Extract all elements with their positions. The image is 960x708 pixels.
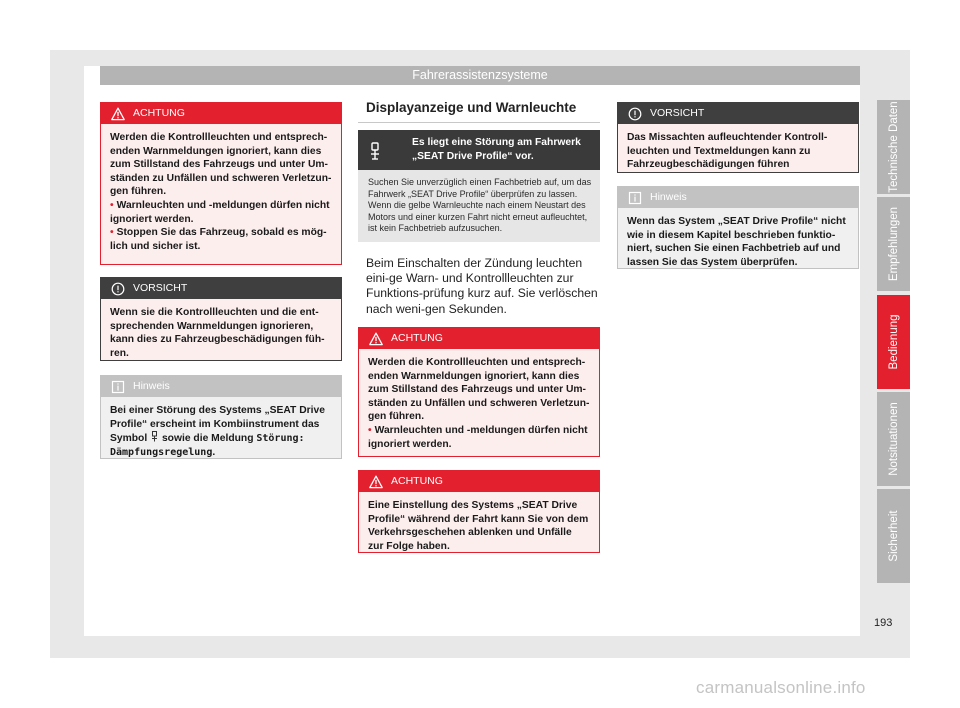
warning-body xyxy=(359,492,599,561)
caution-body xyxy=(618,124,858,180)
tab-sicherheit[interactable] xyxy=(877,489,910,583)
warning-box-col2-second xyxy=(358,470,600,553)
warning-body xyxy=(101,124,341,261)
warning-box-header xyxy=(101,103,341,124)
note-text-middle: sowie die Meldung xyxy=(161,433,254,445)
section-divider xyxy=(358,122,600,123)
note-code: Störung: Dämpfungsregelung xyxy=(110,433,305,458)
note-label: Hinweis xyxy=(650,190,687,203)
warning-box-col1 xyxy=(100,102,342,265)
tab-label: Bedienung xyxy=(887,314,900,370)
tab-notsituationen[interactable] xyxy=(877,392,910,486)
info-circle-icon xyxy=(628,107,642,121)
tab-label: Notsituationen xyxy=(887,402,900,476)
info-square-icon xyxy=(111,380,125,394)
tab-bedienung[interactable] xyxy=(877,295,910,389)
info-circle-icon xyxy=(111,282,125,296)
caution-box-header xyxy=(618,103,858,124)
header-title: Fahrerassistenzsysteme xyxy=(412,68,548,82)
caution-body xyxy=(101,299,341,368)
warning-body xyxy=(359,349,599,459)
warning-box-header xyxy=(359,328,599,349)
tab-label: Sicherheit xyxy=(887,510,900,562)
note-box-col3 xyxy=(617,186,859,269)
warning-triangle-icon xyxy=(369,332,383,346)
note-text-before: Bei einer Störung des Systems „SEAT Drive Profile“ erscheint im Kombiinstrument das Symbol xyxy=(110,405,325,445)
warning-text: Eine Einstellung des Systems „SEAT Drive Profile“ während der Fahrt kann Sie von dem Verkehrsgeschehen ablenken und Unfälle zur Folge haben. xyxy=(368,500,589,552)
caution-label: VORSICHT xyxy=(133,281,188,294)
warning-label: ACHTUNG xyxy=(391,474,443,487)
fault-heading: Es liegt eine Störung am Fahrwerk „SEAT Drive Profile“ vor. xyxy=(412,137,581,162)
fault-description: Suchen Sie unverzüglich einen Fachbetrieb auf, um das Fahrwerk „SEAT Drive Profile“ überprüfen zu lassen. Wenn die gelbe Warnleuchte nach einem Neustart des Motors und einer kurzen Fahrt nicht erneut aufleuchtet, ist kein Fachbetrieb aufzusuchen. xyxy=(358,170,600,242)
warning-box-col2-first xyxy=(358,327,600,457)
warning-bullet-text: Warnleuchten und -meldungen dürfen nicht ignoriert werden. xyxy=(110,199,330,225)
note-text-after: . xyxy=(212,446,216,458)
warning-triangle-icon xyxy=(111,107,125,121)
tab-label: Technische Daten xyxy=(887,101,900,193)
caution-label: VORSICHT xyxy=(650,106,705,119)
caution-text: Wenn sie die Kontrollleuchten und die ent-sprechenden Warnmeldungen ignorieren, kann dies zu Fahrzeugbeschädigungen füh-ren. xyxy=(110,307,325,359)
warning-bullet: • Warnleuchten und -meldungen dürfen nicht ignoriert werden. xyxy=(110,199,330,225)
warning-text: Werden die Kontrollleuchten und entsprech-enden Warnmeldungen ignoriert, kann dies zum Stillstand des Fahrzeugs und unter Um-ständen zu Unfällen und schweren Verletzun-gen führen. xyxy=(368,357,590,423)
warning-label: ACHTUNG xyxy=(133,106,185,119)
note-box-header xyxy=(101,376,341,397)
note-box-header xyxy=(618,187,858,208)
page-header xyxy=(100,66,860,85)
watermark: carmanualsonline.info xyxy=(696,678,866,697)
note-body xyxy=(101,397,341,467)
suspension-damper-icon xyxy=(151,431,158,442)
suspension-damper-icon xyxy=(366,140,384,162)
warning-bullet-text: Warnleuchten und -meldungen dürfen nicht ignoriert werden. xyxy=(368,424,588,450)
caution-text: Das Missachten aufleuchtender Kontroll-leuchten und Textmeldungen kann zu Fahrzeugbeschädigungen führen xyxy=(627,132,828,171)
caution-box-col3 xyxy=(617,102,859,173)
caution-box-header xyxy=(101,278,341,299)
note-body xyxy=(618,208,858,277)
note-label: Hinweis xyxy=(133,379,170,392)
tab-empfehlungen[interactable] xyxy=(877,197,910,291)
info-square-icon xyxy=(628,191,642,205)
warning-box-header xyxy=(359,471,599,492)
tab-label: Empfehlungen xyxy=(887,206,900,282)
warning-bullet: • Warnleuchten und -meldungen dürfen nicht ignoriert werden. xyxy=(368,424,588,450)
warning-text: Werden die Kontrollleuchten und entsprech-enden Warnmeldungen ignoriert, kann dies zum Stillstand des Fahrzeugs und unter Um-ständen zu Unfällen und schweren Verletzun-gen führen. xyxy=(110,132,332,198)
warning-bullet: • Stoppen Sie das Fahrzeug, sobald es mög-lich und sicher ist. xyxy=(110,227,327,252)
page-number: 193 xyxy=(874,617,893,629)
section-title: Displayanzeige und Warnleuchte xyxy=(366,100,577,115)
warning-label: ACHTUNG xyxy=(391,331,443,344)
tab-technische-daten[interactable] xyxy=(877,100,910,194)
note-text: Wenn das System „SEAT Drive Profile“ nicht wie in diesem Kapitel beschrieben funktio-niert, suchen Sie einen Fachbetrieb auf und lassen Sie das System überprüfen. xyxy=(627,216,846,268)
warning-triangle-icon xyxy=(369,475,383,489)
body-paragraph: Beim Einschalten der Zündung leuchten eini-ge Warn- und Kontrollleuchten zur Funktions-prüfung kurz auf. Sie verlöschen nach weni-gen Sekunden. xyxy=(366,256,598,316)
fault-heading-bar xyxy=(358,130,600,170)
note-box-col1 xyxy=(100,375,342,459)
warning-bullet-text: Stoppen Sie das Fahrzeug, sobald es mög-lich und sicher ist. xyxy=(110,227,327,252)
caution-box-col1 xyxy=(100,277,342,361)
